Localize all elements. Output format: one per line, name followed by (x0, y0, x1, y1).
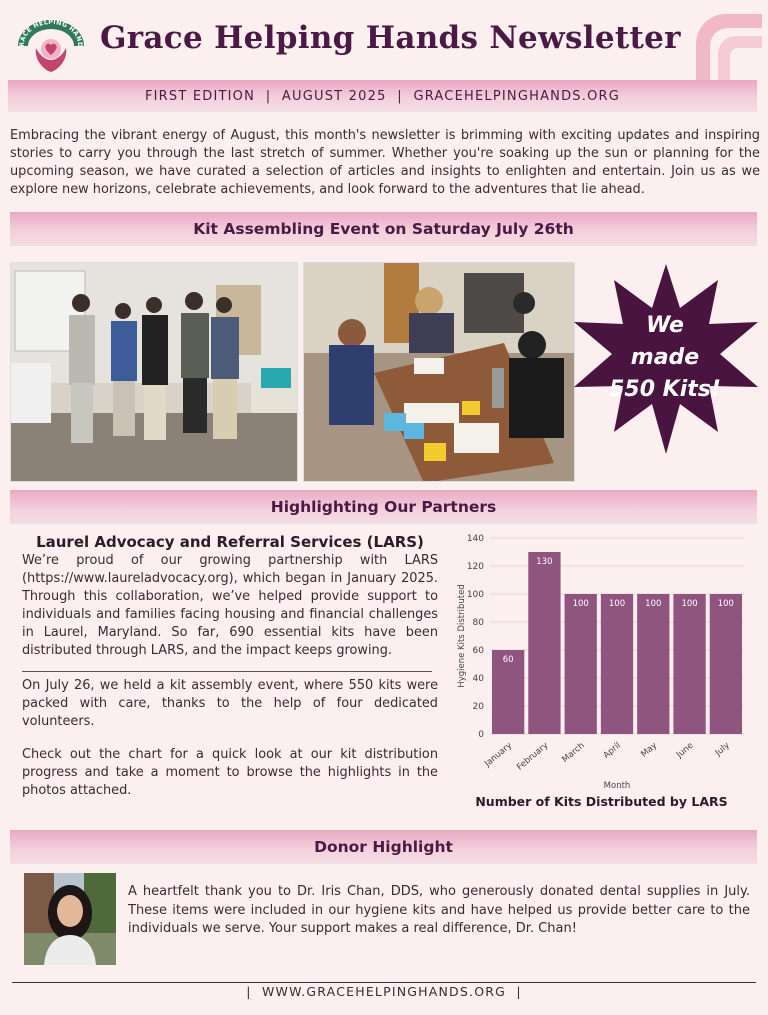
edition-banner: FIRST EDITION | AUGUST 2025 | GRACEHELPINGHANDS.ORG (8, 80, 757, 112)
bar-june (673, 594, 705, 734)
donor-text: A heartfelt thank you to Dr. Iris Chan, DDS, who generously donated dental supplies in July. These items were included in our hygiene kits and have helped us provide better care to the individuals we serve. Your support makes a real difference, Dr. Chan! (128, 884, 750, 936)
lars-paragraph-1: We’re proud of our growing partnership with LARS (https://www.laureladvocacy.org), which began in January 2025. Through this collaboration, we’ve helped provide support to individuals and families facing housing and financial challenges in Laurel, Maryland. So far, 690 essential kits have been distributed through LARS, and the impact keeps growing. (22, 553, 438, 658)
donor-heading: Donor Highlight (10, 830, 757, 864)
kits-bar-chart (450, 530, 760, 792)
logo (14, 16, 88, 74)
divider (22, 671, 432, 672)
y-tick-label: 80 (472, 618, 484, 628)
starburst-text (590, 310, 740, 406)
y-tick-label: 100 (466, 590, 484, 600)
newsletter-title: Grace Helping Hands Newsletter (100, 20, 681, 56)
x-tick-label: June (674, 740, 696, 761)
starburst-line1: We (646, 313, 684, 338)
chart-title: Number of Kits Distributed by LARS (475, 794, 728, 809)
bar-march (565, 594, 597, 734)
lars-paragraph-2: On July 26, we held a kit assembly event, where 550 kits were packed with care, thanks to the help of four dedicated volunteers. (22, 678, 438, 729)
partners-heading: Highlighting Our Partners (10, 490, 757, 524)
volunteers-group-photo (10, 262, 298, 482)
bar-data-label: 100 (717, 599, 734, 609)
bar-july (710, 594, 742, 734)
y-axis-label: Hygiene Kits Distributed (457, 584, 467, 688)
bar-data-label: 60 (502, 655, 514, 665)
lars-title: Laurel Advocacy and Referral Services (LARS) (36, 533, 424, 551)
bar-data-label: 100 (608, 599, 626, 609)
footer-url: | WWW.GRACEHELPINGHANDS.ORG | (246, 984, 522, 999)
x-tick-label: February (515, 740, 551, 773)
corner-decoration (696, 14, 762, 80)
bar-april (601, 594, 633, 734)
bar-data-label: 100 (572, 599, 589, 609)
x-tick-label: May (639, 740, 660, 760)
lars-paragraph-3: Check out the chart for a quick look at our kit distribution progress and take a moment to browse the highlights in the photos attached. (22, 747, 438, 798)
bar-data-label: 100 (645, 599, 662, 609)
x-tick-label: April (601, 740, 623, 761)
x-axis-label: Month (603, 781, 631, 791)
starburst-line3: 550 Kits! (609, 377, 721, 402)
footer-divider (12, 982, 756, 983)
intro-paragraph: Embracing the vibrant energy of August, this month's newsletter is brimming with exciting updates and inspiring stories to carry you through the last stretch of summer. Whether you're soaking up the sun or planning for the upcoming season, we have curated a selection of articles and insights to enlighten and entertain. Join us as we explore new horizons, celebrate achievements, and look forward to the adventures that lie ahead. (10, 128, 760, 197)
x-tick-label: July (713, 740, 732, 759)
y-tick-label: 40 (472, 674, 484, 684)
y-tick-label: 0 (478, 730, 484, 740)
bar-data-label: 130 (536, 557, 553, 567)
kit-event-heading: Kit Assembling Event on Saturday July 26th (10, 212, 757, 246)
x-tick-label: January (482, 740, 515, 770)
y-tick-label: 140 (466, 534, 484, 544)
logo-text: RACE HELPING HAND (18, 18, 84, 48)
starburst-line2: made (630, 345, 700, 370)
bar-data-label: 100 (681, 599, 698, 609)
y-tick-label: 20 (472, 702, 484, 712)
bar-may (637, 594, 669, 734)
bar-february (528, 552, 560, 734)
kit-assembly-photo (303, 262, 575, 482)
donor-photo (24, 873, 116, 965)
y-tick-label: 60 (472, 646, 484, 656)
y-tick-label: 120 (466, 562, 484, 572)
x-tick-label: March (560, 740, 587, 765)
